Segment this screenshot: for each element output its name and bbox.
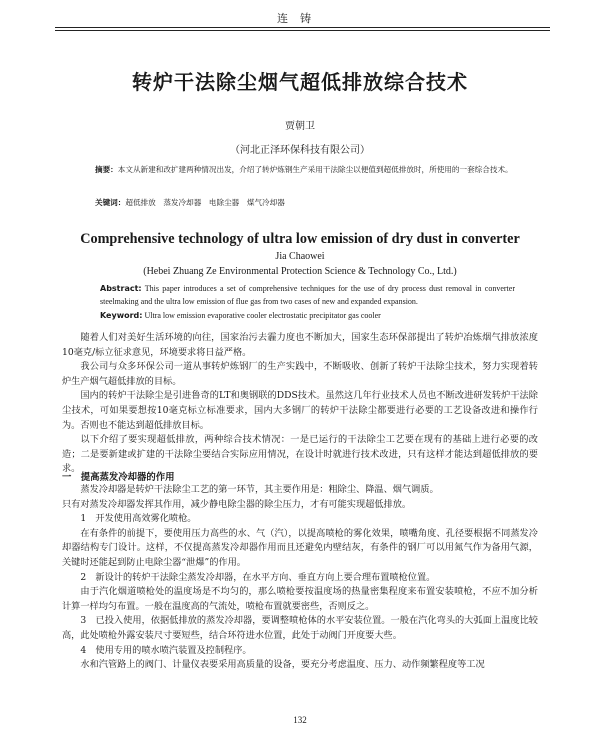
- title-zh: 转炉干法除尘烟气超低排放综合技术: [132, 70, 468, 94]
- intro-paragraph: 国内的转炉干法除尘是引进鲁奇的LT和奥钢联的DDS技术。虽然这几年行业技术人员也不断改进研发转炉干法除尘技术，可如果要想按10毫克标立标准要求，国内大多钢厂的转炉干法除尘都要进行必要的工艺设备改进和操作行为。否则也不能达到超低排放目标。: [62, 390, 538, 431]
- section-paragraph: 3 已投入使用，依据低排放的蒸发冷却器，要调整喷枪体的水平安装位置。一般在汽化弯头的大弧面上温度比较高，此处喷枪外露安装尺寸要短些，结合环符进水位置，此处于动阀门开度要大些。: [62, 615, 538, 641]
- header-rule-bottom: [55, 30, 550, 31]
- section-1-body: [62, 483, 538, 673]
- intro-paragraph: 我公司与众多环保公司一道从事转炉炼钢厂的生产实践中，不断吸收、创新了转炉干法除尘技术，努力实现着转炉生产烟气超低排放的目标。: [62, 361, 538, 387]
- intro-paragraph: 随着人们对美好生活环境的向往，国家治污去霾力度也不断加大，国家生态环保部提出了转炉冶炼烟气排放浓度10毫克/标立征求意见，环境要求将日益严格。: [62, 332, 538, 358]
- section-paragraph: 由于汽化烟道喷枪处的温度场是不均匀的，那么喷枪要按温度场的热量密集程度来布置安装喷枪，不应不加分析计算一样均匀布置。一般在温度高的气流处，喷枪布置就要密些，否则反之。: [62, 586, 538, 612]
- section-header: 连铸: [277, 12, 323, 25]
- affiliation-en: (Hebei Zhuang Ze Environmental Protection Science & Technology Co., Ltd.): [143, 266, 457, 277]
- author-zh: 贾朝卫: [285, 121, 315, 132]
- keywords-en: [100, 311, 515, 320]
- section-1-heading: 一 提高蒸发冷却器的作用: [62, 472, 175, 483]
- affiliation-zh: （河北正泽环保科技有限公司）: [230, 145, 370, 156]
- section-paragraph: 水和汽管路上的阀门、计量仪表要采用高质量的设备，要充分考虑温度、压力、动作频繁程度等工况: [80, 659, 485, 671]
- header-rule-top: [55, 27, 550, 28]
- section-paragraph: 4 使用专用的喷水喷汽装置及控制程序。: [80, 644, 252, 656]
- abstract-zh-text: 本文从新建和改扩建两种情况出发，介绍了转炉炼钢生产采用干法除尘以便值到超低排放时，所使用的一套综合技术。: [117, 165, 513, 174]
- section-paragraph: 蒸发冷却器是转炉干法除尘工艺的第一环节，其主要作用是：粗除尘、降温、烟气调质。: [80, 484, 439, 495]
- keywords-zh-label: 关键词：: [95, 198, 126, 207]
- abstract-en-label: Abstract:: [100, 284, 142, 293]
- section-paragraph: 2 新设计的转炉干法除尘蒸发冷却器，在水平方向、垂直方向上要合理布置喷枪位置。: [80, 571, 436, 583]
- section-paragraph: 在有条件的前提下，要使用压力高些的水、气（汽），以提高喷枪的雾化效果，喷嘴角度、孔径要根据不同蒸发冷却器结构专门设计。这样，不仅提高蒸发冷却器作用而且还避免内壁结灰，有条件的钢厂可以用氮气作为备用气源，关键时还能起到防止电除尘器“泄爆”的作用。: [62, 527, 538, 568]
- intro-paragraph: 以下介绍了要实现超低排放，两种综合技术情况：一是已运行的干法除尘工艺要在现有的基础上进行必要的改造；二是要新建或扩建的干法除尘要结合实际应用情况，在设计时就进行技术改进，只有这样才能达到超低排放的要求。: [62, 434, 538, 475]
- keywords-en-text: Ultra low emission evaporative cooler electrostatic precipitator gas cooler: [142, 311, 381, 320]
- keywords-zh-text: 超低排放 蒸发冷却器 电除尘器 煤气冷却器: [125, 198, 285, 207]
- section-paragraph: 只有对蒸发冷却器发挥其作用，减少静电除尘器的除尘压力，才有可能实现超低排放。: [62, 498, 412, 510]
- abstract-en-text: This paper introduces a set of comprehensive techniques for the use of dry process dust removal in converter steelmaking and the ultra low emission of flue gas from two cases of new and expanded expansion.: [100, 284, 515, 306]
- keywords-zh: [95, 197, 515, 208]
- page-number: 132: [293, 715, 307, 725]
- abstract-zh-label: 摘要：: [95, 165, 118, 174]
- intro-body: [62, 331, 538, 477]
- keywords-en-label: Keyword:: [100, 311, 143, 320]
- abstract-en: [100, 282, 515, 308]
- title-en: Comprehensive technology of ultra low emission of dry dust in converter: [80, 231, 520, 247]
- abstract-zh: [95, 163, 515, 176]
- author-en: Jia Chaowei: [275, 251, 325, 262]
- section-paragraph: 1 开发使用高效雾化喷枪。: [80, 513, 197, 525]
